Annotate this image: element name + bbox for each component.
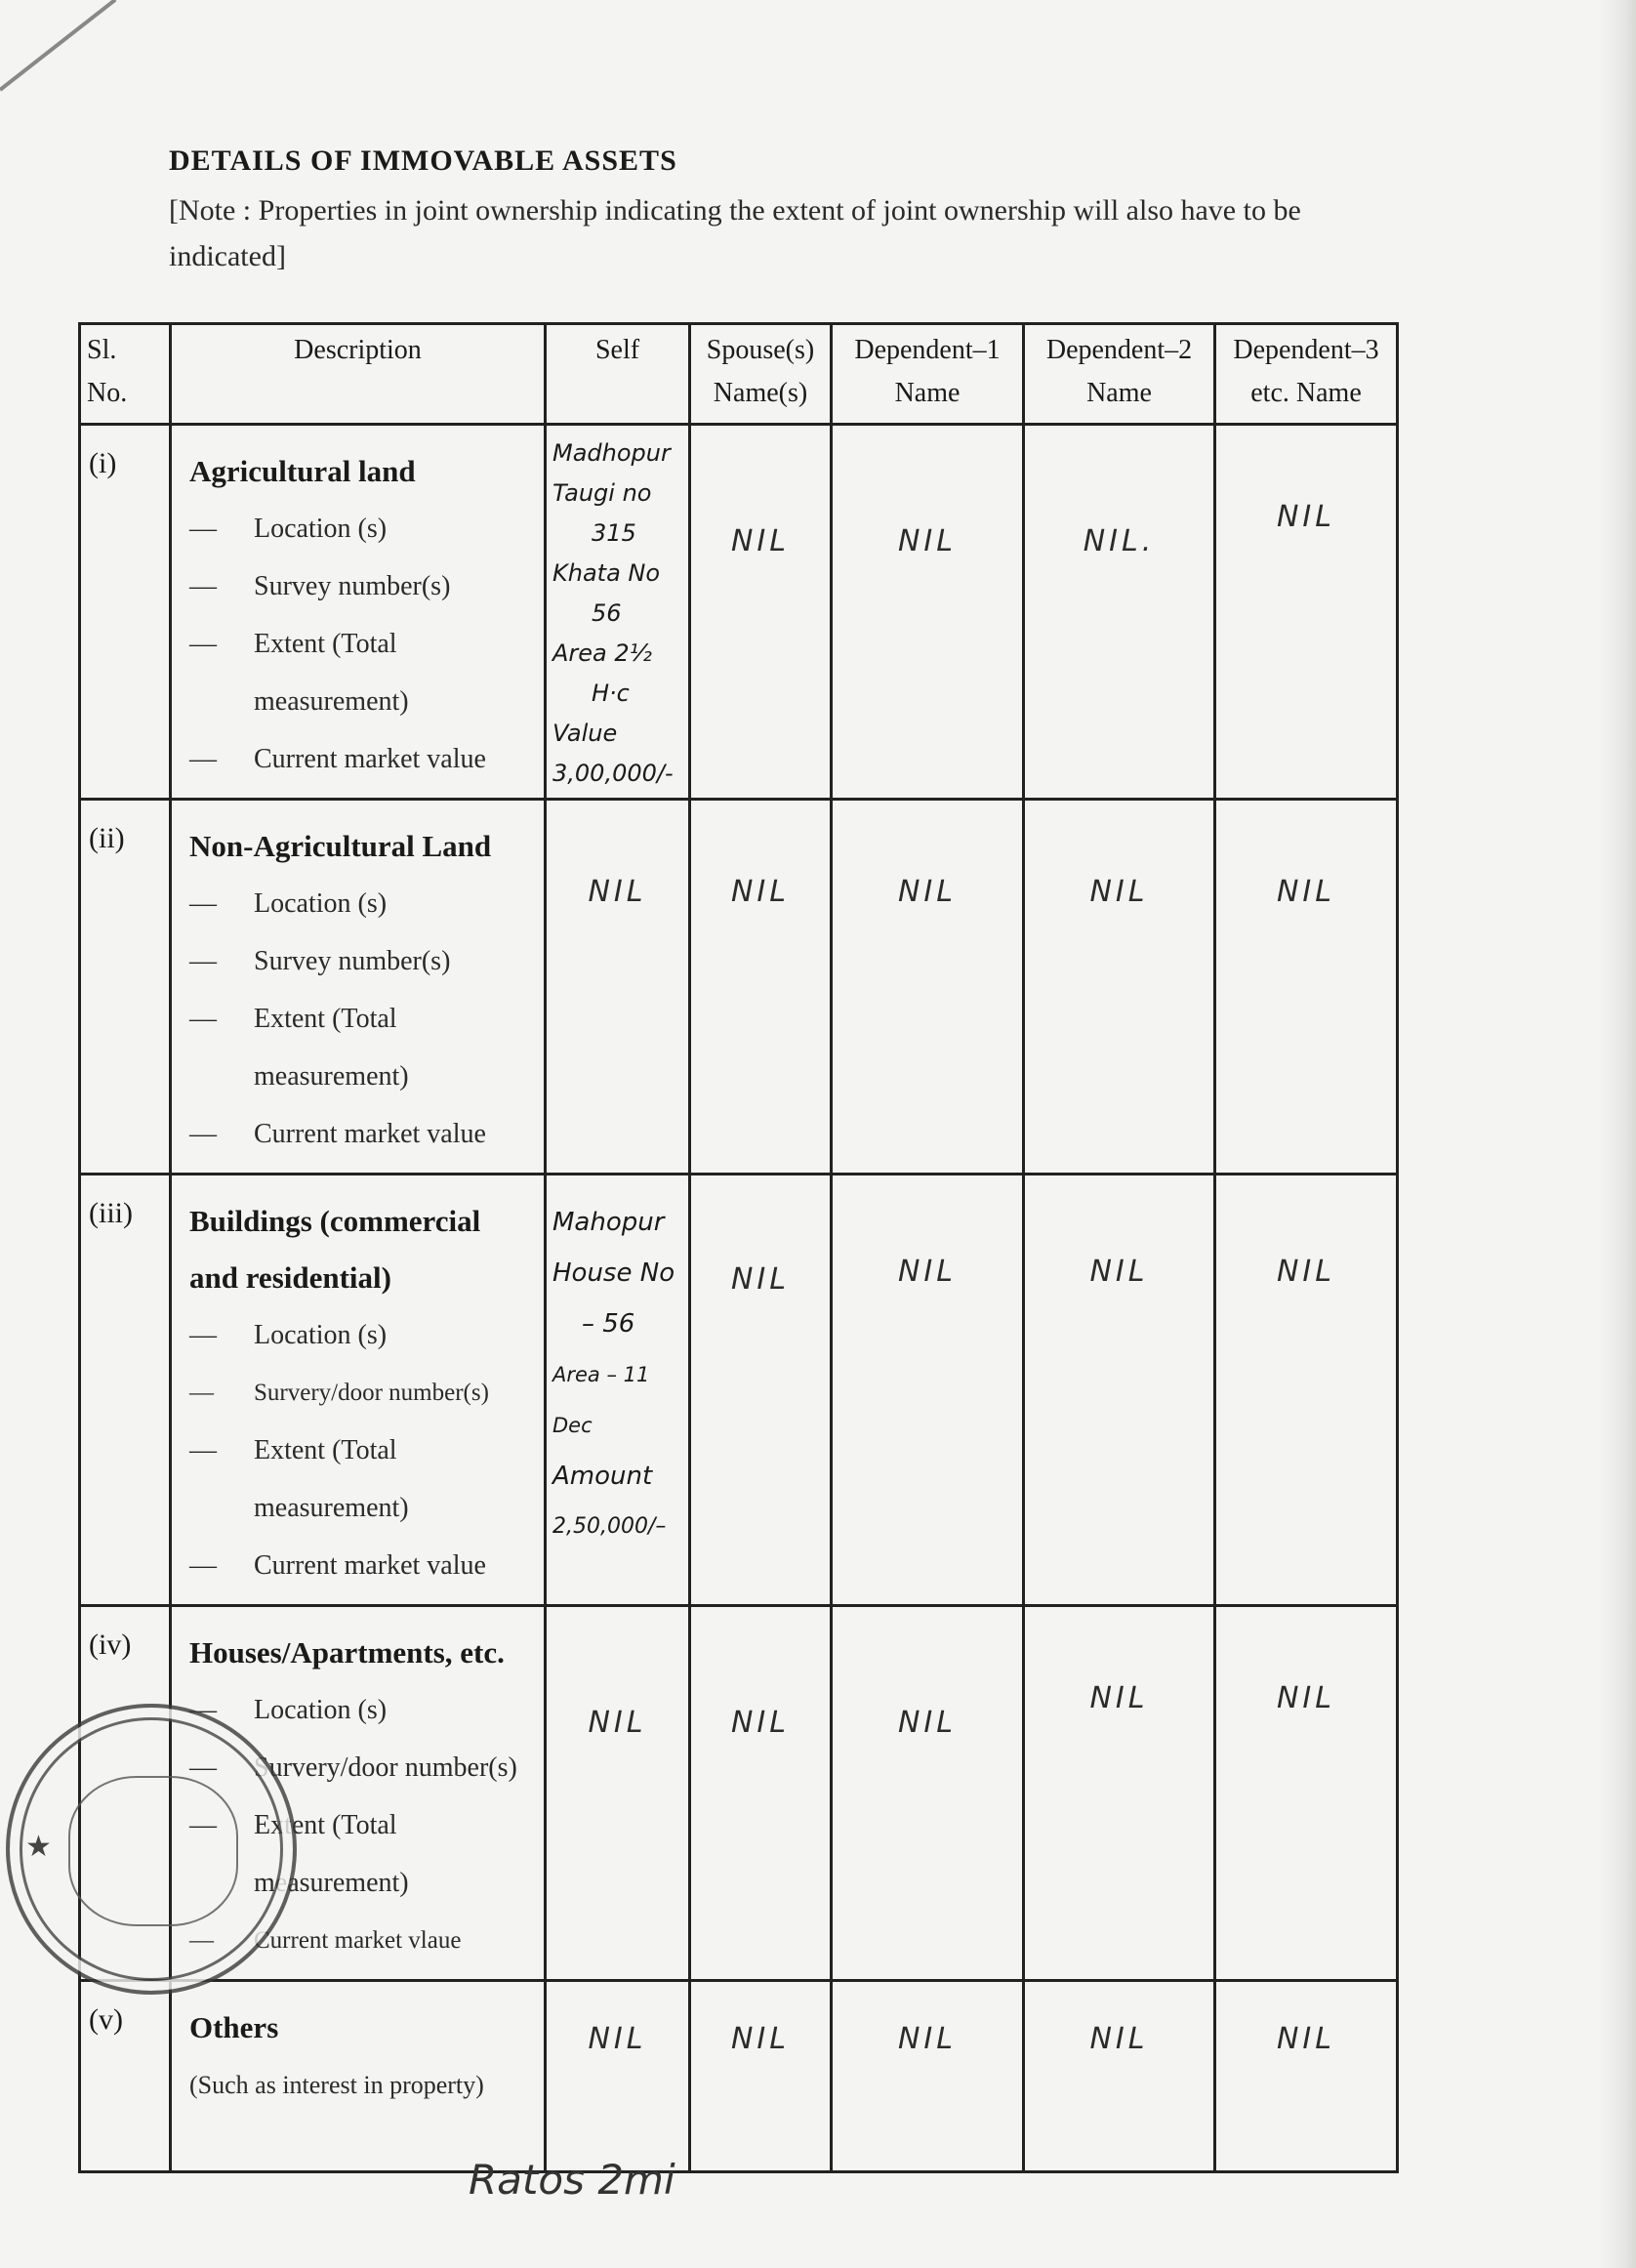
star-icon: ★	[25, 1831, 52, 1863]
dependent-2-entry: NIL	[1024, 1606, 1215, 1981]
category-label: Houses/Apartments, etc.	[189, 1635, 505, 1670]
dependent-1-entry: NIL	[832, 1981, 1024, 2172]
table-row	[80, 425, 1398, 800]
table-row	[80, 1981, 1398, 2172]
notary-stamp-inner-box	[68, 1776, 238, 1926]
header-spouse: Spouse(s) Name(s)	[690, 324, 832, 425]
notary-stamp	[6, 1704, 297, 1995]
dependent-2-entry: NIL	[1024, 1981, 1215, 2172]
row-sl-no: (ii)	[80, 800, 171, 1175]
category-label: Others	[189, 2010, 279, 2044]
header-dependent-1: Dependent–1 Name	[832, 324, 1024, 425]
row-sl-no: (iii)	[80, 1175, 171, 1606]
spouse-entry: NIL	[690, 800, 832, 1175]
spouse-entry: NIL	[690, 1175, 832, 1606]
spouse-entry: NIL	[690, 1981, 832, 2172]
category-label-line-2: and residential)	[189, 1260, 391, 1295]
header-sl-no: Sl. No.	[80, 324, 171, 425]
self-handwritten-entry: Madhopur Taugi no 315 Khata No 56 Area 2½ H·c Value 3,00,000/-	[546, 425, 690, 800]
row-description: Buildings (commercial and residential) — Location (s) — Survery/door number(s) — Extent (Total measurement) — Current market value	[171, 1175, 546, 1606]
table-row	[80, 800, 1398, 1175]
pen-stroke-mark	[0, 0, 116, 92]
row-sl-no: (i)	[80, 425, 171, 800]
dependent-3-entry: NIL	[1215, 1175, 1398, 1606]
header-dependent-2: Dependent–2 Name	[1024, 324, 1215, 425]
row-description: Others (Such as interest in property)	[171, 1981, 546, 2172]
page-edge-shadow	[1599, 0, 1636, 2268]
dependent-2-entry: NIL.	[1024, 425, 1215, 800]
header-description: Description	[171, 324, 546, 425]
dependent-1-entry: NIL	[832, 800, 1024, 1175]
category-label: Agricultural land	[189, 454, 416, 488]
spouse-entry: NIL	[690, 425, 832, 800]
dependent-1-entry: NIL	[832, 425, 1024, 800]
dependent-3-entry: NIL	[1215, 1981, 1398, 2172]
self-handwritten-entry: Mahopur House No – 56 Area – 11 Dec Amount 2,50,000/–	[546, 1175, 690, 1606]
dependent-1-entry: NIL	[832, 1175, 1024, 1606]
table-header-row	[80, 324, 1398, 425]
table-row	[80, 1175, 1398, 1606]
page-title: DETAILS OF IMMOVABLE ASSETS	[169, 144, 677, 177]
self-entry: NIL	[546, 1606, 690, 1981]
dependent-2-entry: NIL	[1024, 800, 1215, 1175]
row-description: Agricultural land — Location (s) — Survey number(s) — Extent (Total measurement) — Current market value	[171, 425, 546, 800]
header-dependent-3: Dependent–3 etc. Name	[1215, 324, 1398, 425]
row-sl-no: (iv)	[80, 1606, 171, 1981]
category-label: Non-Agricultural Land	[189, 829, 492, 863]
dependent-3-entry: NIL	[1215, 800, 1398, 1175]
self-entry: NIL	[546, 800, 690, 1175]
row-description: Houses/Apartments, etc. — Location (s) — Survery/door number(s) — Extent (Total measurement) — Current market vlaue	[171, 1606, 546, 1981]
self-entry: NIL	[546, 1981, 690, 2172]
dependent-2-entry: NIL	[1024, 1175, 1215, 1606]
row-description: Non-Agricultural Land — Location (s) — Survey number(s) — Extent (Total measurement) — Current market value	[171, 800, 546, 1175]
spouse-entry: NIL	[690, 1606, 832, 1981]
joint-ownership-note: [Note : Properties in joint ownership indicating the extent of joint ownership will also have to be indicated]	[169, 194, 1301, 272]
category-label: Buildings (commercial	[189, 1204, 481, 1238]
header-self: Self	[546, 324, 690, 425]
dependent-1-entry: NIL	[832, 1606, 1024, 1981]
dependent-3-entry: NIL	[1215, 1606, 1398, 1981]
dependent-3-entry: NIL	[1215, 425, 1398, 800]
row-sl-no: (v)	[80, 1981, 171, 2172]
handwritten-signature: Ratos 2mi	[469, 2156, 675, 2204]
